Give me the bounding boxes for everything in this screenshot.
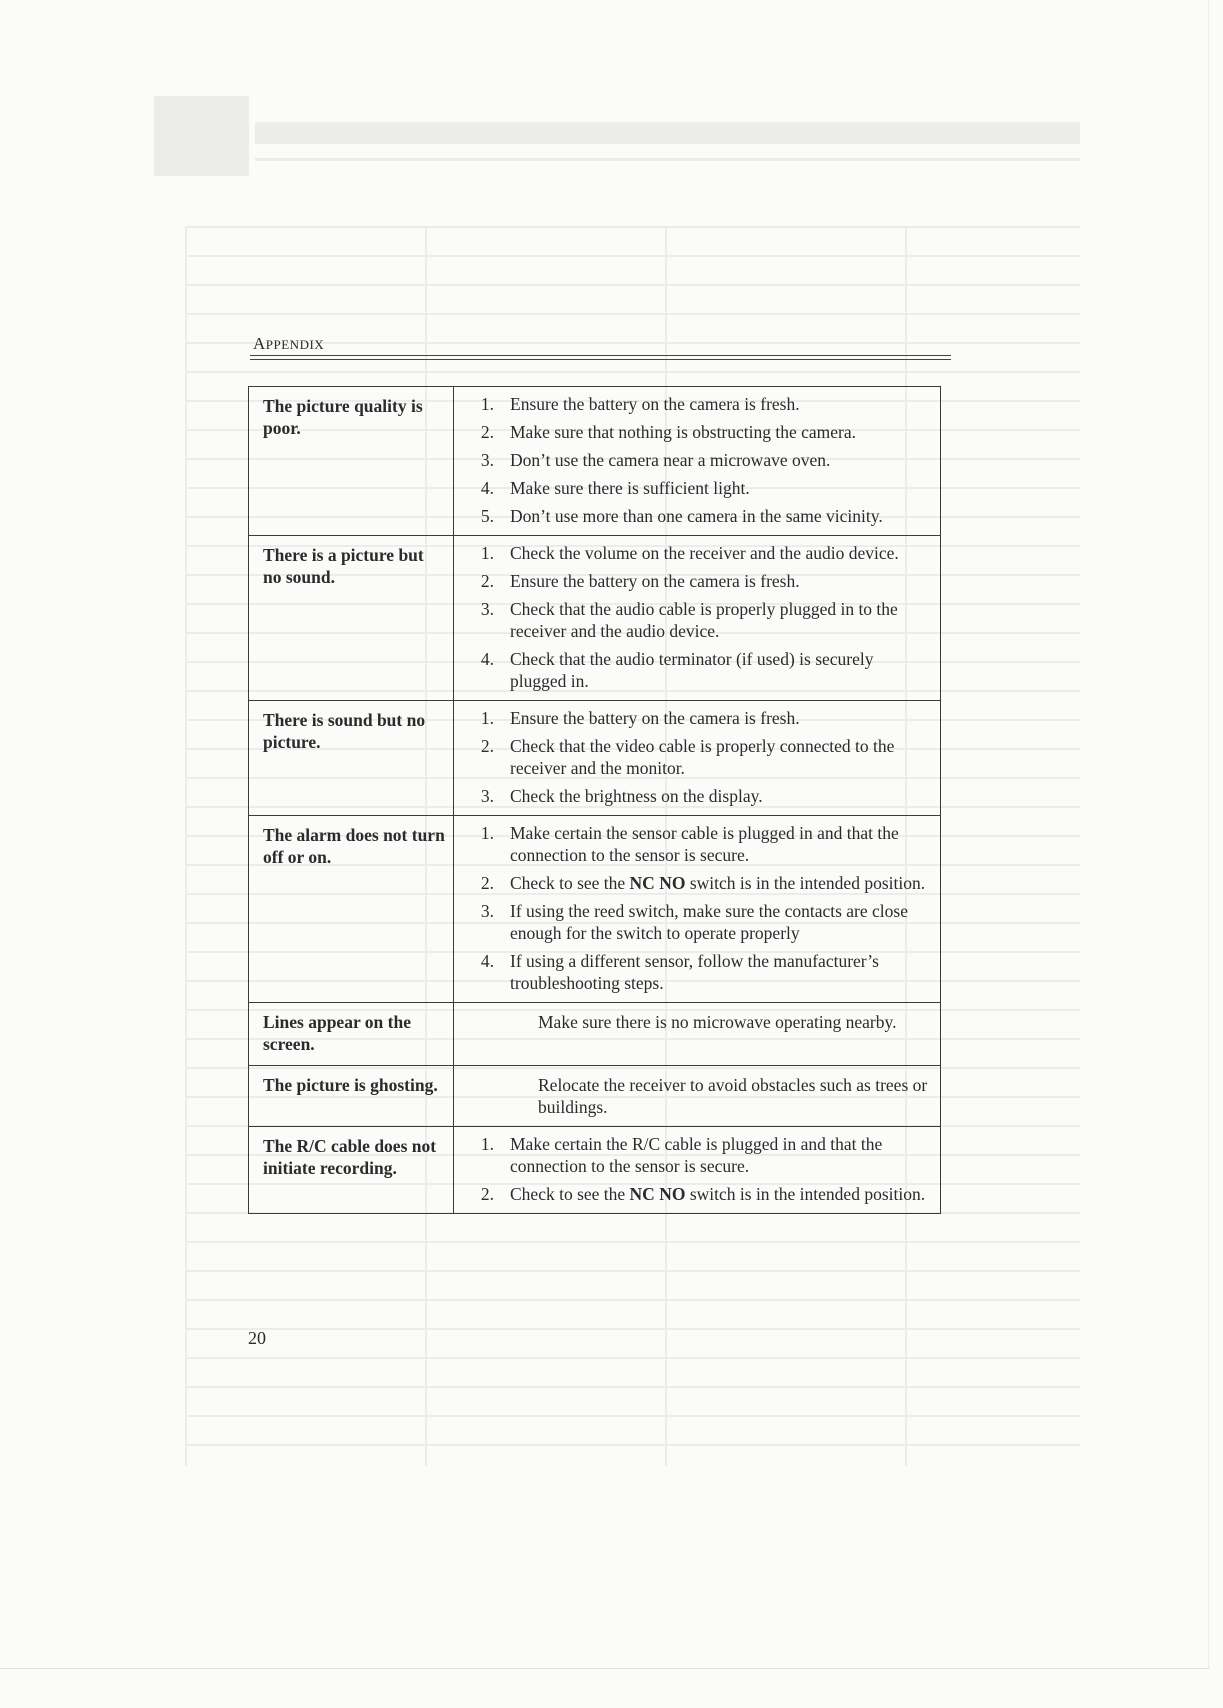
table-row	[249, 387, 941, 536]
list-item: 5. Don’t use more than one camera in the same vicinity.	[480, 506, 883, 526]
switch-label: NC NO	[629, 1184, 686, 1204]
list-item: 3. Don’t use the camera near a microwave oven.	[480, 450, 831, 470]
problem-cell: Lines appear on the screen.	[249, 1003, 454, 1066]
list-item: 3. If using the reed switch, make sure the contacts are close enough for the switch to operate properly	[480, 901, 908, 943]
solution-cell	[454, 1003, 941, 1066]
solution-cell	[454, 387, 941, 536]
solution-list	[454, 1133, 932, 1205]
list-item: 4. Check that the audio terminator (if used) is securely plugged in.	[480, 649, 874, 691]
table-row	[249, 816, 941, 1003]
list-item: 3. Check the brightness on the display.	[480, 786, 763, 806]
solution-list	[454, 707, 932, 807]
header-rule-top	[250, 355, 951, 356]
problem-cell: The R/C cable does not initiate recording.	[249, 1127, 454, 1214]
header-rest: PPENDIX	[265, 337, 325, 352]
list-item: 1. Check the volume on the receiver and the audio device.	[480, 543, 899, 563]
solution-list	[454, 393, 932, 527]
solution-cell	[454, 816, 941, 1003]
ghost-title-bar	[255, 122, 1080, 144]
ghost-rule	[255, 158, 1080, 161]
problem-cell: The picture quality is poor.	[249, 387, 454, 536]
header-rule-bottom	[250, 359, 951, 360]
table-row	[249, 701, 941, 816]
list-item: 4. Make sure there is sufficient light.	[480, 478, 750, 498]
solution-cell	[454, 701, 941, 816]
problem-cell: There is a picture but no sound.	[249, 536, 454, 701]
scan-edge-right	[1208, 0, 1209, 1668]
solution-cell	[454, 1127, 941, 1214]
list-item: 1. Ensure the battery on the camera is fresh.	[480, 394, 800, 414]
table-row	[249, 1003, 941, 1066]
list-item: 3. Check that the audio cable is properly plugged in to the receiver and the audio device.	[480, 599, 898, 641]
list-item: 2. Ensure the battery on the camera is fresh.	[480, 571, 800, 591]
switch-label: NC NO	[629, 873, 686, 893]
solution-cell	[454, 1066, 941, 1127]
list-item: 2. Make sure that nothing is obstructing the camera.	[480, 422, 857, 442]
solution-text: Make sure there is no microwave operating nearby.	[538, 1012, 897, 1032]
list-item: 1. Make certain the R/C cable is plugged in and that the connection to the sensor is secure.	[480, 1134, 883, 1176]
list-item: 2. Check to see the NC NO switch is in the intended position.	[480, 873, 926, 893]
list-item: 1. Make certain the sensor cable is plugged in and that the connection to the sensor is secure.	[480, 823, 899, 865]
page-number: 20	[248, 1328, 266, 1348]
ghost-logo	[154, 96, 249, 176]
scan-edge-bottom	[0, 1668, 1210, 1669]
table-row	[249, 1066, 941, 1127]
list-item: 4. If using a different sensor, follow the manufacturer’s troubleshooting steps.	[480, 951, 879, 993]
problem-cell: The picture is ghosting.	[249, 1066, 454, 1127]
table-row	[249, 1127, 941, 1214]
problem-cell: There is sound but no picture.	[249, 701, 454, 816]
list-item: 1. Ensure the battery on the camera is fresh.	[480, 708, 800, 728]
solution-text: Relocate the receiver to avoid obstacles such as trees or buildings.	[538, 1075, 928, 1117]
solution-list	[454, 822, 932, 994]
header-initial: A	[253, 334, 266, 353]
troubleshooting-table	[248, 386, 941, 1214]
list-item: 2. Check to see the NC NO switch is in the intended position.	[480, 1184, 926, 1204]
problem-cell: The alarm does not turn off or on.	[249, 816, 454, 1003]
solution-list	[454, 542, 932, 692]
table-row	[249, 536, 941, 701]
list-item: 2. Check that the video cable is properly connected to the receiver and the monitor.	[480, 736, 895, 778]
solution-cell	[454, 536, 941, 701]
section-header	[253, 334, 324, 354]
